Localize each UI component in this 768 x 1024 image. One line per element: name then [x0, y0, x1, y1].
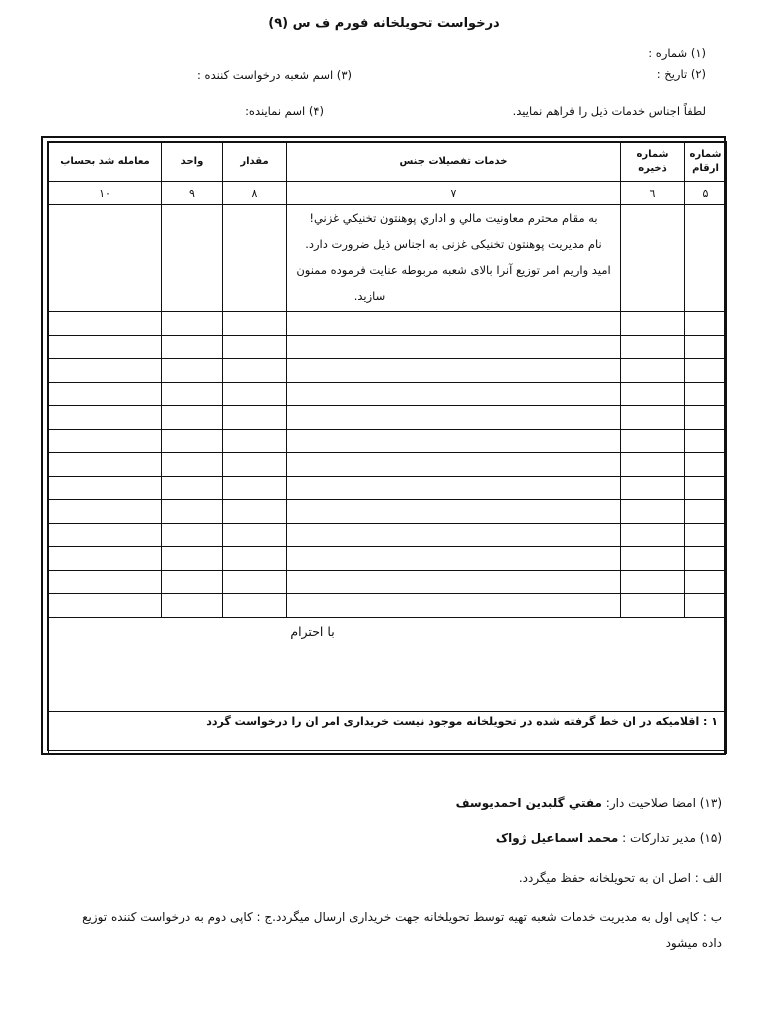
column-number: ۸ [223, 182, 287, 205]
closing-cell [49, 617, 727, 711]
table-cell [685, 476, 727, 500]
table-row [49, 453, 727, 477]
table-cell [287, 547, 621, 571]
table-cell [621, 406, 685, 430]
table-cell [287, 312, 621, 336]
table-cell [621, 594, 685, 618]
table-cell [49, 406, 162, 430]
table-row [49, 570, 727, 594]
table-cell [685, 500, 727, 524]
table-cell [287, 523, 621, 547]
table-cell [49, 312, 162, 336]
authorized-label: (۱۳) امضا صلاحیت دار: [605, 796, 722, 810]
table-header-row [49, 143, 727, 182]
table-cell [49, 594, 162, 618]
table-cell [287, 594, 621, 618]
note-row [49, 711, 727, 753]
table-cell [621, 359, 685, 383]
column-number-row [49, 182, 727, 205]
table-cell [621, 453, 685, 477]
table-cell [49, 500, 162, 524]
procurement-signature [496, 831, 722, 845]
table-cell [49, 570, 162, 594]
table-row [49, 359, 727, 383]
letter-text [287, 205, 621, 312]
table-cell [162, 406, 223, 430]
letter-line: به مقام محترم معاونیت مالي و اداري پوهنتون تخنیکي غزني! [309, 211, 598, 225]
table-cell [223, 406, 287, 430]
table-cell [223, 429, 287, 453]
items-table [48, 142, 727, 754]
table-cell [162, 429, 223, 453]
table-cell [223, 453, 287, 477]
header-unit: واحد [162, 143, 223, 182]
column-number: ۱۰ [49, 182, 162, 205]
table-cell [162, 500, 223, 524]
table-cell [685, 312, 727, 336]
table-cell [223, 312, 287, 336]
column-number: ۵ [685, 182, 727, 205]
table-cell [287, 570, 621, 594]
table-cell [685, 594, 727, 618]
column-number: ٦ [621, 182, 685, 205]
table-cell [162, 359, 223, 383]
table-cell [287, 382, 621, 406]
header-quantity: مقدار [223, 143, 287, 182]
letter-line: نام مدیریت پوهنتون تخنیکی غزنی به اجناس ذیل ضرورت دارد. [305, 237, 602, 251]
table-cell [223, 335, 287, 359]
table-cell [621, 500, 685, 524]
column-number: ۷ [287, 182, 621, 205]
table-cell [223, 205, 287, 312]
table-row [49, 406, 727, 430]
table-cell [621, 205, 685, 312]
header-item-details: خدمات تفصیلات جنس [287, 143, 621, 182]
procurement-label: (۱۵) مدیر تدارکات : [622, 831, 722, 845]
table-cell [162, 382, 223, 406]
closing-text: با احترام [290, 623, 335, 639]
header-account: معامله شد بحساب [49, 143, 162, 182]
table-cell [162, 547, 223, 571]
closing-row [49, 617, 727, 711]
table-cell [685, 547, 727, 571]
table-row [49, 594, 727, 618]
table-cell [223, 523, 287, 547]
number-label: (۱) شماره : [648, 46, 706, 60]
table-cell [621, 523, 685, 547]
table-cell [287, 500, 621, 524]
table-cell [685, 406, 727, 430]
table-row [49, 429, 727, 453]
department-label: (۳) اسم شعبه درخواست کننده : [197, 68, 352, 82]
note-text: ۱ : اقلامیکه در ان خط گرفته شده در تحویلخانه موجود نیست خریداری امر ان را درخواست گردد [49, 711, 727, 753]
table-cell [223, 500, 287, 524]
representative-label: (۴) اسم نماینده: [245, 104, 324, 118]
letter-line: امید واریم امر توزیع آنرا بالای شعبه مربوطه عنایت فرموده ممنون [296, 263, 611, 277]
table-cell [685, 429, 727, 453]
table-cell [621, 547, 685, 571]
table-cell [287, 359, 621, 383]
header-item-number: شماره ارقام [685, 143, 727, 182]
table-cell [287, 453, 621, 477]
table-cell [223, 476, 287, 500]
table-row [49, 312, 727, 336]
table-cell [287, 406, 621, 430]
table-cell [49, 205, 162, 312]
table-cell [162, 335, 223, 359]
table-cell [621, 382, 685, 406]
footer-line-b: ب : کاپی اول به مدیریت خدمات شعبه تهیه توسط تحویلخانه جهت خریداری ارسال میگردد.ج : کاپی دوم به درخواست کننده توزیع داده میشود [82, 910, 722, 950]
table-cell [685, 523, 727, 547]
table-row [49, 335, 727, 359]
table-row [49, 523, 727, 547]
table-cell [162, 453, 223, 477]
table-cell [49, 359, 162, 383]
table-cell [287, 335, 621, 359]
date-label: (۲) تاریخ : [656, 67, 706, 81]
table-cell [162, 312, 223, 336]
table-cell [162, 570, 223, 594]
table-cell [223, 594, 287, 618]
table-cell [49, 476, 162, 500]
table-row [49, 476, 727, 500]
blank-rows [49, 312, 727, 618]
table-cell [162, 205, 223, 312]
procurement-name: محمد اسماعیل ژواک [495, 831, 619, 845]
table-cell [621, 570, 685, 594]
form-table-container [47, 141, 727, 751]
table-row [49, 500, 727, 524]
letter-row [49, 205, 727, 312]
table-cell [685, 335, 727, 359]
table-cell [621, 476, 685, 500]
table-cell [49, 382, 162, 406]
table-cell [685, 205, 727, 312]
table-cell [621, 429, 685, 453]
table-cell [49, 523, 162, 547]
table-cell [287, 476, 621, 500]
form-title: درخواست تحویلخانه فورم ف س (۹) [268, 16, 500, 31]
table-cell [621, 312, 685, 336]
table-row [49, 547, 727, 571]
table-cell [223, 570, 287, 594]
table-cell [223, 382, 287, 406]
table-cell [162, 523, 223, 547]
table-cell [621, 335, 685, 359]
table-cell [49, 335, 162, 359]
table-cell [223, 547, 287, 571]
table-cell [685, 359, 727, 383]
table-cell [685, 570, 727, 594]
letter-line: سازید. [353, 289, 386, 303]
authorized-name: مفتي گلبدین احمدیوسف [455, 796, 602, 810]
table-cell [685, 382, 727, 406]
header-store-number: شماره ذخیره [621, 143, 685, 182]
table-row [49, 382, 727, 406]
table-cell [49, 547, 162, 571]
authorized-signature [456, 796, 722, 810]
table-cell [162, 594, 223, 618]
column-number: ۹ [162, 182, 223, 205]
table-cell [287, 429, 621, 453]
table-cell [685, 453, 727, 477]
table-cell [49, 453, 162, 477]
table-cell [49, 429, 162, 453]
request-line: لطفاً اجناس خدمات ذیل را فراهم نمایید. [512, 104, 706, 118]
table-cell [162, 476, 223, 500]
table-cell [223, 359, 287, 383]
footer-line-a: الف : اصل ان به تحویلخانه حفظ میگردد. [518, 871, 722, 885]
